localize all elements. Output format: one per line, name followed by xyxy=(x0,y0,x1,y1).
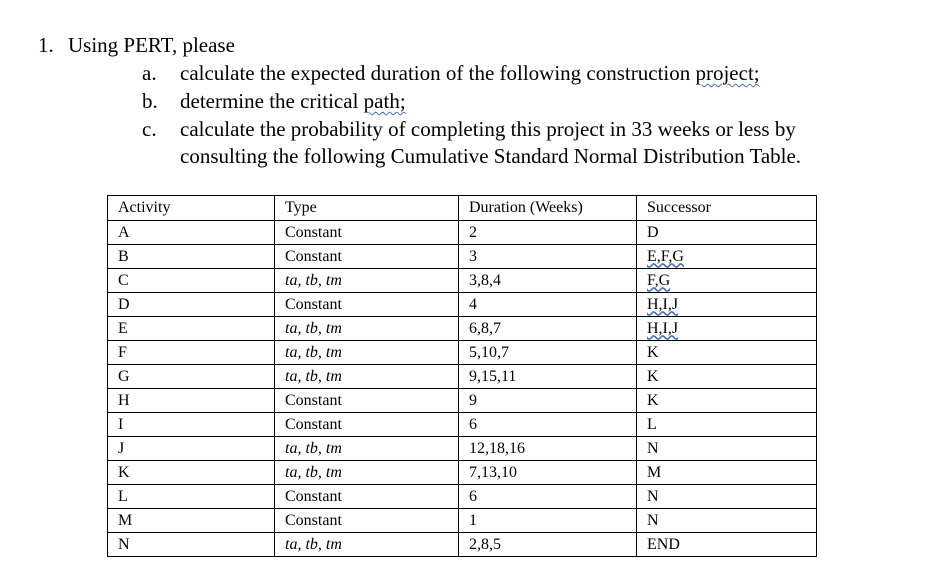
header-duration: Duration (Weeks) xyxy=(459,196,637,221)
cell-successor xyxy=(637,221,817,245)
cell-type xyxy=(275,389,459,413)
cell-successor xyxy=(637,389,817,413)
header-successor: Successor xyxy=(637,196,817,221)
cell-type xyxy=(275,245,459,269)
cell-duration xyxy=(459,533,637,557)
cell-successor-text: K xyxy=(647,343,659,361)
cell-duration xyxy=(459,461,637,485)
cell-successor xyxy=(637,485,817,509)
table-row xyxy=(108,317,817,341)
question-intro: Using PERT, please xyxy=(68,33,235,57)
cell-duration xyxy=(459,389,637,413)
table-row xyxy=(108,485,817,509)
cell-duration-text: 12,18,16 xyxy=(469,439,525,457)
cell-duration-text: 1 xyxy=(469,511,477,529)
cell-activity xyxy=(108,509,275,533)
cell-activity xyxy=(108,365,275,389)
subitem-text: determine the critical path; xyxy=(180,89,406,113)
table-row xyxy=(108,365,817,389)
cell-activity xyxy=(108,317,275,341)
cell-activity-text: H xyxy=(118,391,130,409)
cell-duration xyxy=(459,293,637,317)
cell-successor-text: H,I,J xyxy=(647,319,679,337)
table-row xyxy=(108,341,817,365)
cell-successor-text: E,F,G xyxy=(647,247,684,265)
cell-successor-text: END xyxy=(647,535,680,553)
table-row xyxy=(108,245,817,269)
flagged-word: project; xyxy=(695,61,760,85)
question-number: 1. xyxy=(38,33,54,57)
cell-successor xyxy=(637,533,817,557)
subitem-marker: c. xyxy=(142,117,157,141)
cell-activity xyxy=(108,485,275,509)
cell-type-text: Constant xyxy=(285,247,342,265)
cell-type-text: ta, tb, tm xyxy=(285,463,342,481)
cell-type-text: Constant xyxy=(285,391,342,409)
cell-type xyxy=(275,437,459,461)
cell-type xyxy=(275,317,459,341)
cell-successor xyxy=(637,317,817,341)
cell-duration-text: 6 xyxy=(469,415,477,433)
cell-activity xyxy=(108,269,275,293)
cell-activity-text: G xyxy=(118,367,130,385)
cell-type xyxy=(275,509,459,533)
cell-duration-text: 3 xyxy=(469,247,477,265)
cell-type-text: ta, tb, tm xyxy=(285,319,342,337)
cell-duration-text: 2,8,5 xyxy=(469,535,501,553)
cell-type-text: Constant xyxy=(285,223,342,241)
cell-activity xyxy=(108,461,275,485)
cell-type-text: ta, tb, tm xyxy=(285,535,342,553)
table-row xyxy=(108,533,817,557)
cell-duration xyxy=(459,365,637,389)
cell-type-text: Constant xyxy=(285,415,342,433)
cell-activity-text: N xyxy=(118,535,130,553)
table-row xyxy=(108,509,817,533)
flagged-word: path; xyxy=(363,89,406,113)
cell-activity-text: M xyxy=(118,511,133,529)
cell-type-text: Constant xyxy=(285,295,342,313)
cell-successor xyxy=(637,269,817,293)
cell-successor xyxy=(637,293,817,317)
cell-successor-text: D xyxy=(647,223,659,241)
cell-activity-text: D xyxy=(118,295,130,313)
cell-type-text: ta, tb, tm xyxy=(285,271,342,289)
cell-type xyxy=(275,221,459,245)
cell-successor xyxy=(637,341,817,365)
cell-activity xyxy=(108,437,275,461)
cell-type xyxy=(275,533,459,557)
cell-successor xyxy=(637,245,817,269)
cell-activity-text: C xyxy=(118,271,129,289)
cell-duration-text: 2 xyxy=(469,223,477,241)
cell-type-text: Constant xyxy=(285,487,342,505)
cell-duration-text: 9 xyxy=(469,391,477,409)
cell-duration-text: 7,13,10 xyxy=(469,463,517,481)
table-row xyxy=(108,293,817,317)
cell-successor xyxy=(637,461,817,485)
cell-activity-text: K xyxy=(118,463,130,481)
cell-activity xyxy=(108,221,275,245)
cell-type xyxy=(275,269,459,293)
cell-activity-text: F xyxy=(118,343,127,361)
cell-duration xyxy=(459,341,637,365)
cell-duration xyxy=(459,485,637,509)
subitem-text: calculate the probability of completing this project in 33 weeks or less by xyxy=(180,117,796,141)
cell-successor-text: N xyxy=(647,511,659,529)
cell-duration-text: 6 xyxy=(469,487,477,505)
cell-activity xyxy=(108,293,275,317)
cell-type xyxy=(275,413,459,437)
cell-successor-text: N xyxy=(647,487,659,505)
cell-successor xyxy=(637,509,817,533)
cell-activity xyxy=(108,341,275,365)
cell-duration xyxy=(459,437,637,461)
cell-duration-text: 6,8,7 xyxy=(469,319,501,337)
cell-type xyxy=(275,341,459,365)
cell-activity-text: A xyxy=(118,223,130,241)
cell-duration-text: 9,15,11 xyxy=(469,367,517,385)
cell-activity-text: L xyxy=(118,487,128,505)
cell-successor-text: K xyxy=(647,391,659,409)
table-row xyxy=(108,221,817,245)
cell-duration xyxy=(459,317,637,341)
cell-type xyxy=(275,293,459,317)
table-row xyxy=(108,413,817,437)
cell-activity-text: J xyxy=(118,439,125,457)
cell-duration xyxy=(459,269,637,293)
header-type: Type xyxy=(275,196,459,221)
cell-duration-text: 3,8,4 xyxy=(469,271,501,289)
cell-successor xyxy=(637,437,817,461)
table-header-row xyxy=(108,196,817,221)
cell-activity xyxy=(108,389,275,413)
cell-successor-text: M xyxy=(647,463,662,481)
table-row xyxy=(108,461,817,485)
table-row xyxy=(108,389,817,413)
cell-successor-text: N xyxy=(647,439,659,457)
cell-type-text: ta, tb, tm xyxy=(285,439,342,457)
cell-successor-text: K xyxy=(647,367,659,385)
cell-activity-text: I xyxy=(118,415,124,433)
cell-successor xyxy=(637,365,817,389)
cell-successor-text: F,G xyxy=(647,271,671,289)
cell-type-text: ta, tb, tm xyxy=(285,367,342,385)
cell-duration-text: 4 xyxy=(469,295,477,313)
cell-successor-text: L xyxy=(647,415,657,433)
cell-successor xyxy=(637,413,817,437)
cell-activity-text: B xyxy=(118,247,129,265)
table-row xyxy=(108,437,817,461)
subitem-marker: a. xyxy=(142,61,157,85)
activity-table xyxy=(107,195,817,557)
cell-duration xyxy=(459,413,637,437)
cell-activity xyxy=(108,413,275,437)
cell-type-text: Constant xyxy=(285,511,342,529)
subitem-text: calculate the expected duration of the following construction project; xyxy=(180,61,760,85)
cell-successor-text: H,I,J xyxy=(647,295,679,313)
table-row xyxy=(108,269,817,293)
subitem-text-continued: consulting the following Cumulative Standard Normal Distribution Table. xyxy=(180,144,802,168)
cell-type xyxy=(275,365,459,389)
cell-duration xyxy=(459,509,637,533)
cell-duration xyxy=(459,245,637,269)
cell-type-text: ta, tb, tm xyxy=(285,343,342,361)
subitem-marker: b. xyxy=(142,89,158,113)
cell-type xyxy=(275,461,459,485)
cell-type xyxy=(275,485,459,509)
cell-activity-text: E xyxy=(118,319,128,337)
cell-activity xyxy=(108,245,275,269)
cell-duration-text: 5,10,7 xyxy=(469,343,509,361)
cell-activity xyxy=(108,533,275,557)
header-activity: Activity xyxy=(108,196,275,221)
cell-duration xyxy=(459,221,637,245)
